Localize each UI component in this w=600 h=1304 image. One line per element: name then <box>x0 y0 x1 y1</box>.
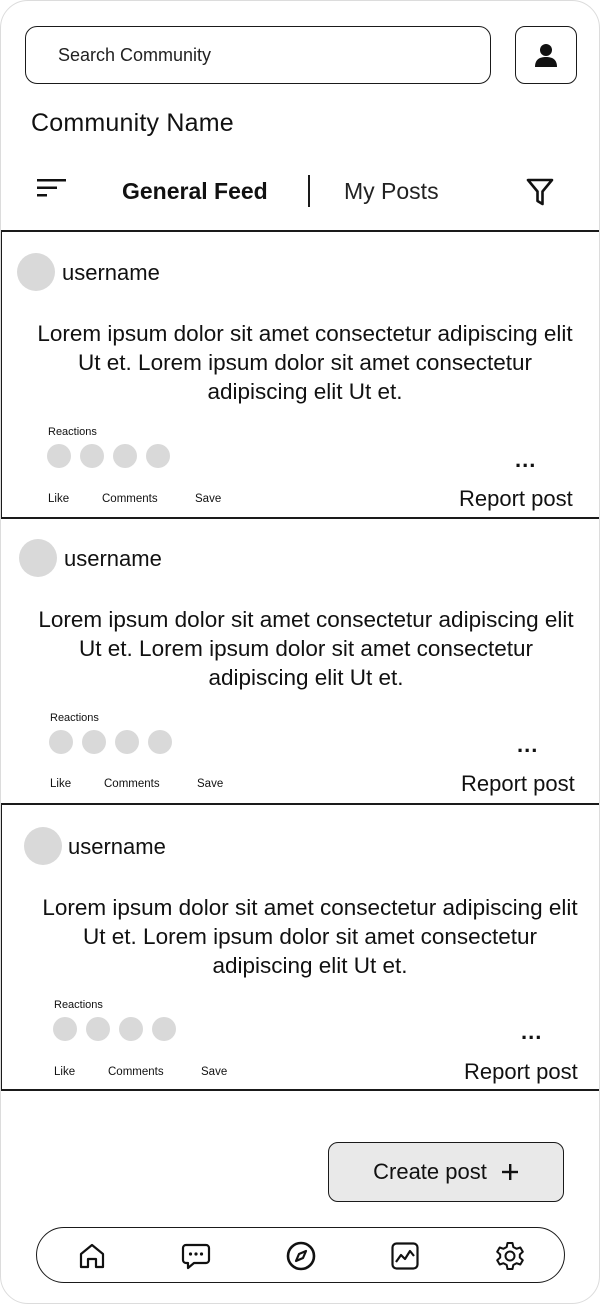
comments-button[interactable]: Comments <box>108 1066 164 1078</box>
tab-divider <box>308 175 310 207</box>
user-icon <box>532 41 560 69</box>
reaction-item[interactable] <box>49 730 73 754</box>
post-username[interactable]: username <box>68 834 166 859</box>
report-post-button[interactable]: Report post <box>461 771 575 796</box>
reaction-list <box>47 444 170 468</box>
post-username[interactable]: username <box>64 546 162 571</box>
bottom-nav <box>36 1227 565 1283</box>
post-body: Lorem ipsum dolor sit amet consectetur adipiscing elit Ut et. Lorem ipsum dolor sit amet consectetur adipiscing elit Ut et. <box>38 607 574 690</box>
create-post-label: Create post <box>373 1159 487 1184</box>
reaction-list <box>49 730 172 754</box>
report-post-button[interactable]: Report post <box>459 486 573 511</box>
more-options-icon[interactable]: ... <box>517 732 539 757</box>
plus-icon <box>501 1163 519 1181</box>
like-button[interactable]: Like <box>48 493 70 505</box>
like-button[interactable]: Like <box>50 778 72 790</box>
avatar[interactable] <box>24 827 62 865</box>
tab-general-feed[interactable]: General Feed <box>122 178 268 204</box>
avatar[interactable] <box>17 253 55 291</box>
comments-button[interactable]: Comments <box>104 778 160 790</box>
reactions-label: Reactions <box>54 999 103 1011</box>
page-title: Community Name <box>31 109 234 137</box>
reaction-item[interactable] <box>53 1017 77 1041</box>
home-icon[interactable] <box>76 1240 108 1272</box>
filter-icon[interactable] <box>526 177 554 207</box>
reaction-item[interactable] <box>146 444 170 468</box>
reaction-list <box>53 1017 176 1041</box>
report-post-button[interactable]: Report post <box>464 1059 578 1084</box>
compass-icon[interactable] <box>285 1240 317 1272</box>
save-button[interactable]: Save <box>195 493 222 505</box>
search-bar[interactable] <box>25 26 491 84</box>
post-card <box>0 230 600 519</box>
reaction-item[interactable] <box>119 1017 143 1041</box>
more-options-icon[interactable]: ... <box>515 447 537 472</box>
reaction-item[interactable] <box>86 1017 110 1041</box>
feed-tab-bar <box>1 161 600 223</box>
reaction-item[interactable] <box>82 730 106 754</box>
reaction-item[interactable] <box>47 444 71 468</box>
like-button[interactable]: Like <box>54 1066 76 1078</box>
post-body: Lorem ipsum dolor sit amet consectetur adipiscing elit Ut et. Lorem ipsum dolor sit amet consectetur adipiscing elit Ut et. <box>42 895 578 978</box>
post-card <box>0 803 600 1091</box>
chart-icon[interactable] <box>389 1240 421 1272</box>
reaction-item[interactable] <box>80 444 104 468</box>
reactions-label: Reactions <box>50 712 99 724</box>
save-button[interactable]: Save <box>197 778 224 790</box>
reactions-label: Reactions <box>48 426 97 438</box>
reaction-item[interactable] <box>115 730 139 754</box>
profile-button[interactable] <box>515 26 577 84</box>
reaction-item[interactable] <box>113 444 137 468</box>
post-body: Lorem ipsum dolor sit amet consectetur adipiscing elit Ut et. Lorem ipsum dolor sit amet consectetur adipiscing elit Ut et. <box>37 321 573 404</box>
more-options-icon[interactable]: ... <box>521 1019 543 1044</box>
comments-button[interactable]: Comments <box>102 493 158 505</box>
avatar[interactable] <box>19 539 57 577</box>
chat-icon[interactable] <box>180 1240 212 1272</box>
tab-my-posts[interactable]: My Posts <box>344 178 439 204</box>
post-username[interactable]: username <box>62 260 160 285</box>
reaction-item[interactable] <box>148 730 172 754</box>
create-post-button[interactable] <box>328 1142 564 1202</box>
search-input[interactable] <box>56 44 490 67</box>
save-button[interactable]: Save <box>201 1066 228 1078</box>
post-card <box>3 519 600 804</box>
gear-icon[interactable] <box>494 1240 526 1272</box>
reaction-item[interactable] <box>152 1017 176 1041</box>
sort-icon[interactable] <box>37 176 67 200</box>
